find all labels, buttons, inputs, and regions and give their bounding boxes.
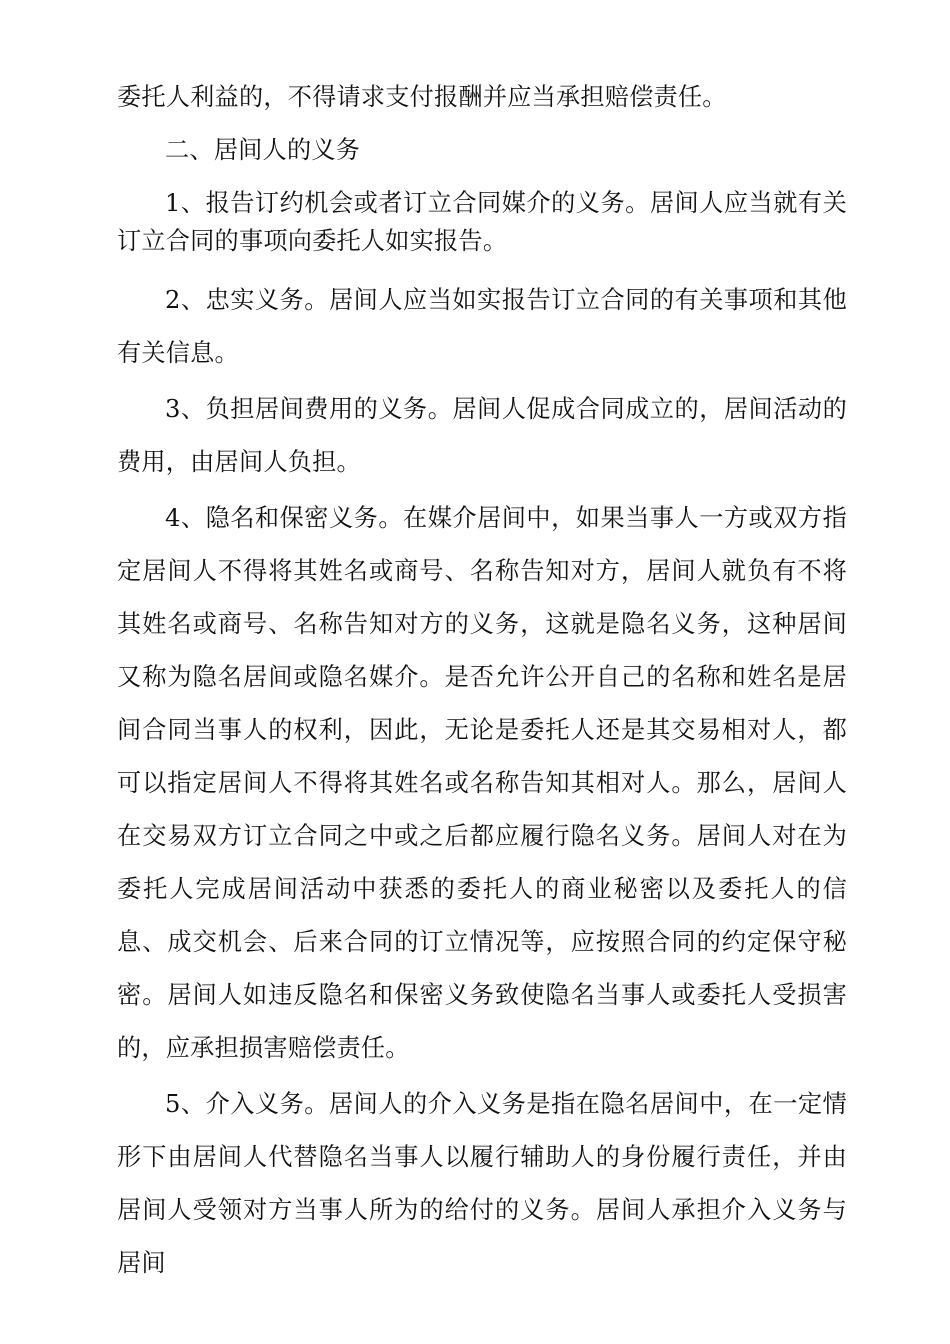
obligation-item-4: 4、隐名和保密义务。在媒介居间中，如果当事人一方或双方指定居间人不得将其姓名或商号、名称告知对方，居间人就负有不将其姓名或商号、名称告知对方的义务，这就是隐名义务，这种居间又称为隐名居间或隐名媒介。是否允许公开自己的名称和姓名是居间合同当事人的权利，因此，无论是委托人还是其交易相对人，都可以指定居间人不得将其姓名或名称告知其相对人。那么，居间人在交易双方订立合同之中或之后都应履行隐名义务。居间人对在为委托人完成居间活动中获悉的委托人的商业秘密以及委托人的信息、成交机会、后来合同的订立情况等，应按照合同的约定保守秘密。居间人如违反隐名和保密义务致使隐名当事人或委托人受损害的，应承担损害赔偿责任。 bbox=[117, 504, 847, 1062]
document-page bbox=[117, 78, 847, 1290]
section-heading: 二、居间人的义务 bbox=[165, 136, 361, 164]
obligation-item-5: 5、介入义务。居间人的介入义务是指在隐名居间中，在一定情形下由居间人代替隐名当事人以履行辅助人的身份履行责任，并由居间人受领对方当事人所为的给付的义务。居间人承担介入义务与居间 bbox=[117, 1090, 847, 1277]
obligation-item-1: 1、报告订约机会或者订立合同媒介的义务。居间人应当就有关订立合同的事项向委托人如实报告。 bbox=[117, 189, 847, 255]
obligation-item-3: 3、负担居间费用的义务。居间人促成合同成立的，居间活动的费用，由居间人负担。 bbox=[117, 395, 847, 476]
obligation-item-2: 2、忠实义务。居间人应当如实报告订立合同的有关事项和其他有关信息。 bbox=[117, 286, 847, 367]
continuation-paragraph: 委托人利益的，不得请求支付报酬并应当承担赔偿责任。 bbox=[117, 83, 727, 111]
